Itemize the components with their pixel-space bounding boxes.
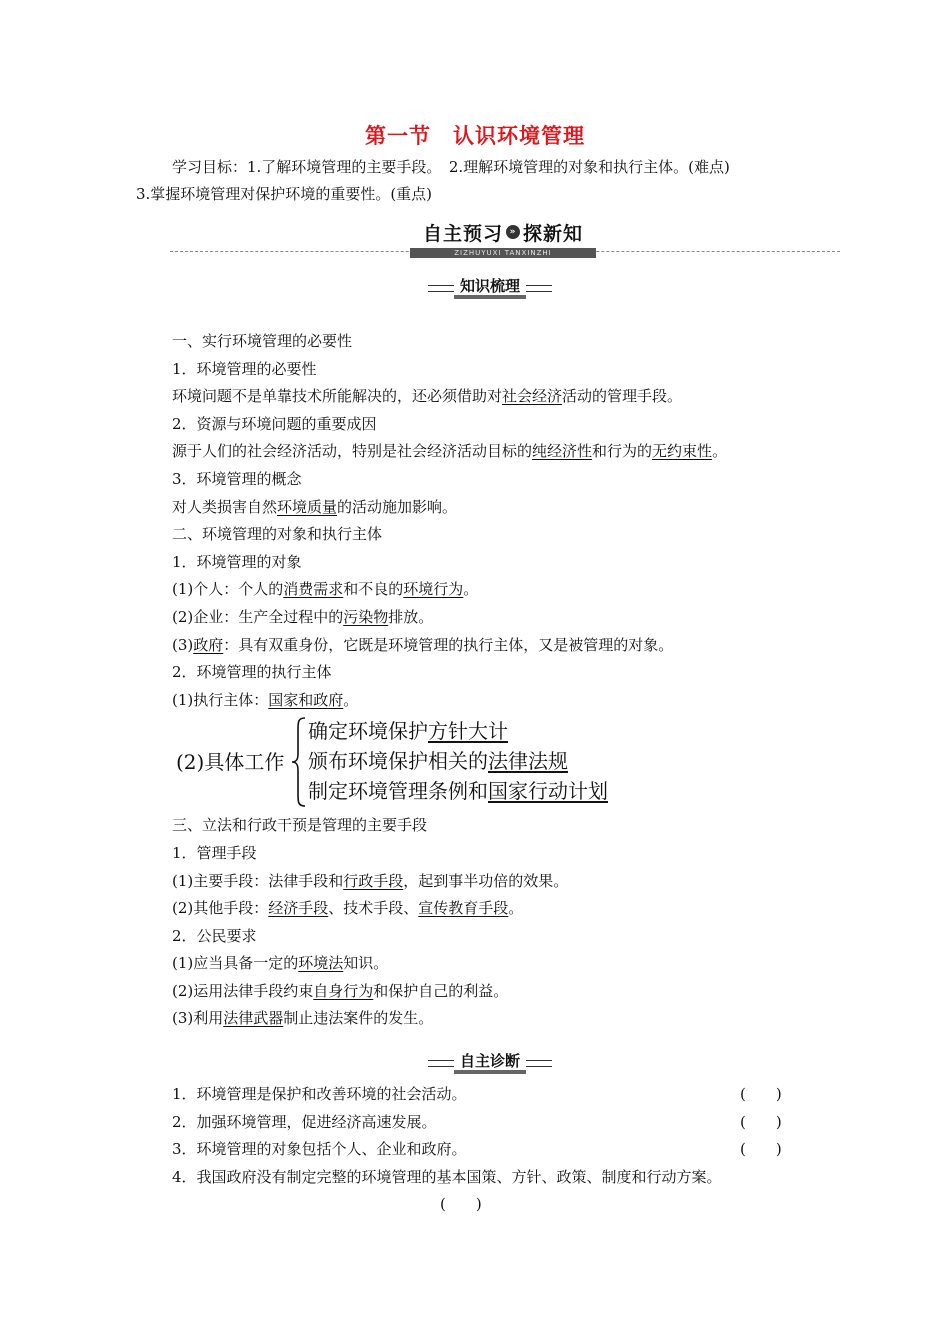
goals-line-1: 学习目标：1.了解环境管理的主要手段。 2.理解环境管理的对象和执行主体。(难点) xyxy=(172,158,730,176)
fill-answer: 国家和政府 xyxy=(268,690,344,709)
fill-answer: 经济手段 xyxy=(268,899,329,918)
question-item: 2．加强环境管理，促进经济高速发展。 ( ) xyxy=(172,1109,792,1137)
fill-answer: 环境行为 xyxy=(403,580,464,599)
fill-answer: 环境质量 xyxy=(277,497,338,516)
subheading: 1．环境管理的对象 xyxy=(172,552,302,571)
knowledge-content xyxy=(172,328,812,1033)
learning-goals xyxy=(136,154,826,208)
self-diagnosis-list xyxy=(172,1081,792,1219)
tag-right-rule xyxy=(526,285,552,292)
section-tag-diagnosis xyxy=(428,1051,552,1075)
subheading: 2．资源与环境问题的重要成因 xyxy=(172,414,377,433)
list-item: (1)主要手段：法律手段和行政手段，起到事半功倍的效果。 xyxy=(172,871,569,890)
goals-line-2: 3.掌握环境管理对保护环境的重要性。(重点) xyxy=(136,185,433,203)
question-item: 3．环境管理的对象包括个人、企业和政府。 ( ) xyxy=(172,1136,792,1164)
list-item: (3)利用法律武器制止违法案件的发生。 xyxy=(172,1009,434,1028)
fill-answer: 社会经济 xyxy=(502,387,563,406)
list-item: (3)政府：具有双重身份，它既是环境管理的执行主体，又是被管理的对象。 xyxy=(172,635,674,654)
work-item: 制定环境管理条例和国家行动计划 xyxy=(308,779,608,804)
list-item: (1)应当具备一定的环境法知识。 xyxy=(172,954,389,973)
list-item: (2)企业：生产全过程中的污染物排放。 xyxy=(172,607,434,626)
tag-label: 自主诊断 xyxy=(454,1052,526,1074)
paragraph: 环境问题不是单靠技术所能解决的，还必须借助对社会经济活动的管理手段。 xyxy=(172,387,683,406)
fill-answer: 法律武器 xyxy=(223,1009,284,1028)
work-item: 颁布环境保护相关的法律法规 xyxy=(308,749,568,774)
work-head: (2)具体工作 xyxy=(176,750,285,775)
answer-blank[interactable]: ( ) xyxy=(440,1195,482,1214)
list-item: (2)其他手段：经济手段、技术手段、宣传教育手段。 xyxy=(172,899,524,918)
section-tag-knowledge xyxy=(428,276,552,300)
page-title: 第一节 认识环境管理 xyxy=(365,123,585,148)
fill-answer: 宣传教育手段 xyxy=(418,899,509,918)
paragraph: 源于人们的社会经济活动，特别是社会经济活动目标的纯经济性和行为的无约束性。 xyxy=(172,442,728,461)
answer-blank[interactable]: ( ) xyxy=(740,1085,782,1103)
fill-answer: 消费需求 xyxy=(283,580,344,599)
tag-left-rule xyxy=(428,285,454,292)
tag-right-rule xyxy=(526,1060,552,1067)
question-item-continued xyxy=(172,1191,792,1219)
fill-answer: 无约束性 xyxy=(652,442,713,461)
subheading: 3．环境管理的概念 xyxy=(172,469,302,488)
banner-title xyxy=(410,218,596,246)
paragraph: 对人类损害自然环境质量的活动施加影响。 xyxy=(172,497,458,516)
question-item: 1．环境管理是保护和改善环境的社会活动。 ( ) xyxy=(172,1081,792,1109)
answer-blank[interactable]: ( ) xyxy=(740,1112,782,1131)
subheading: 2．环境管理的执行主体 xyxy=(172,663,332,682)
specific-work-brace-list xyxy=(172,716,812,810)
fill-answer: 自身行为 xyxy=(313,981,374,1000)
curly-brace-icon xyxy=(290,716,308,808)
answer-blank[interactable]: ( ) xyxy=(740,1140,782,1159)
banner-pinyin: ZIZHUYUXI TANXINZHI xyxy=(410,248,596,258)
tag-label: 知识梳理 xyxy=(454,277,526,299)
subheading: 1．管理手段 xyxy=(172,843,257,862)
list-item: (1)执行主体：国家和政府。 xyxy=(172,690,359,709)
heading-1: 一、实行环境管理的必要性 xyxy=(172,332,353,350)
banner-right-text: 探新知 xyxy=(523,222,584,245)
list-item: (2)运用法律手段约束自身行为和保护自己的利益。 xyxy=(172,981,509,1000)
subheading: 1．环境管理的必要性 xyxy=(172,359,317,378)
fill-answer: 法律法规 xyxy=(488,749,568,774)
list-item: (1)个人：个人的消费需求和不良的环境行为。 xyxy=(172,580,479,599)
banner-left-text: 自主预习 xyxy=(422,222,503,245)
fill-answer: 污染物 xyxy=(343,607,389,626)
fill-answer: 纯经济性 xyxy=(532,442,593,461)
work-item: 确定环境保护方针大计 xyxy=(308,719,508,744)
fill-answer: 行政手段 xyxy=(343,871,404,890)
fill-answer: 方针大计 xyxy=(428,719,508,744)
question-item: 4．我国政府没有制定完整的环境管理的基本国策、方针、政策、制度和行动方案。 xyxy=(172,1167,722,1186)
heading-3: 三、立法和行政干预是管理的主要手段 xyxy=(172,816,428,835)
subheading: 2．公民要求 xyxy=(172,926,257,945)
section-banner xyxy=(170,218,840,262)
heading-2: 二、环境管理的对象和执行主体 xyxy=(172,525,383,544)
fill-answer: 政府 xyxy=(193,635,224,654)
fill-answer: 环境法 xyxy=(298,954,344,973)
fill-answer: 国家行动计划 xyxy=(488,779,608,804)
arrow-icon: » xyxy=(506,225,520,239)
tag-left-rule xyxy=(428,1060,454,1067)
